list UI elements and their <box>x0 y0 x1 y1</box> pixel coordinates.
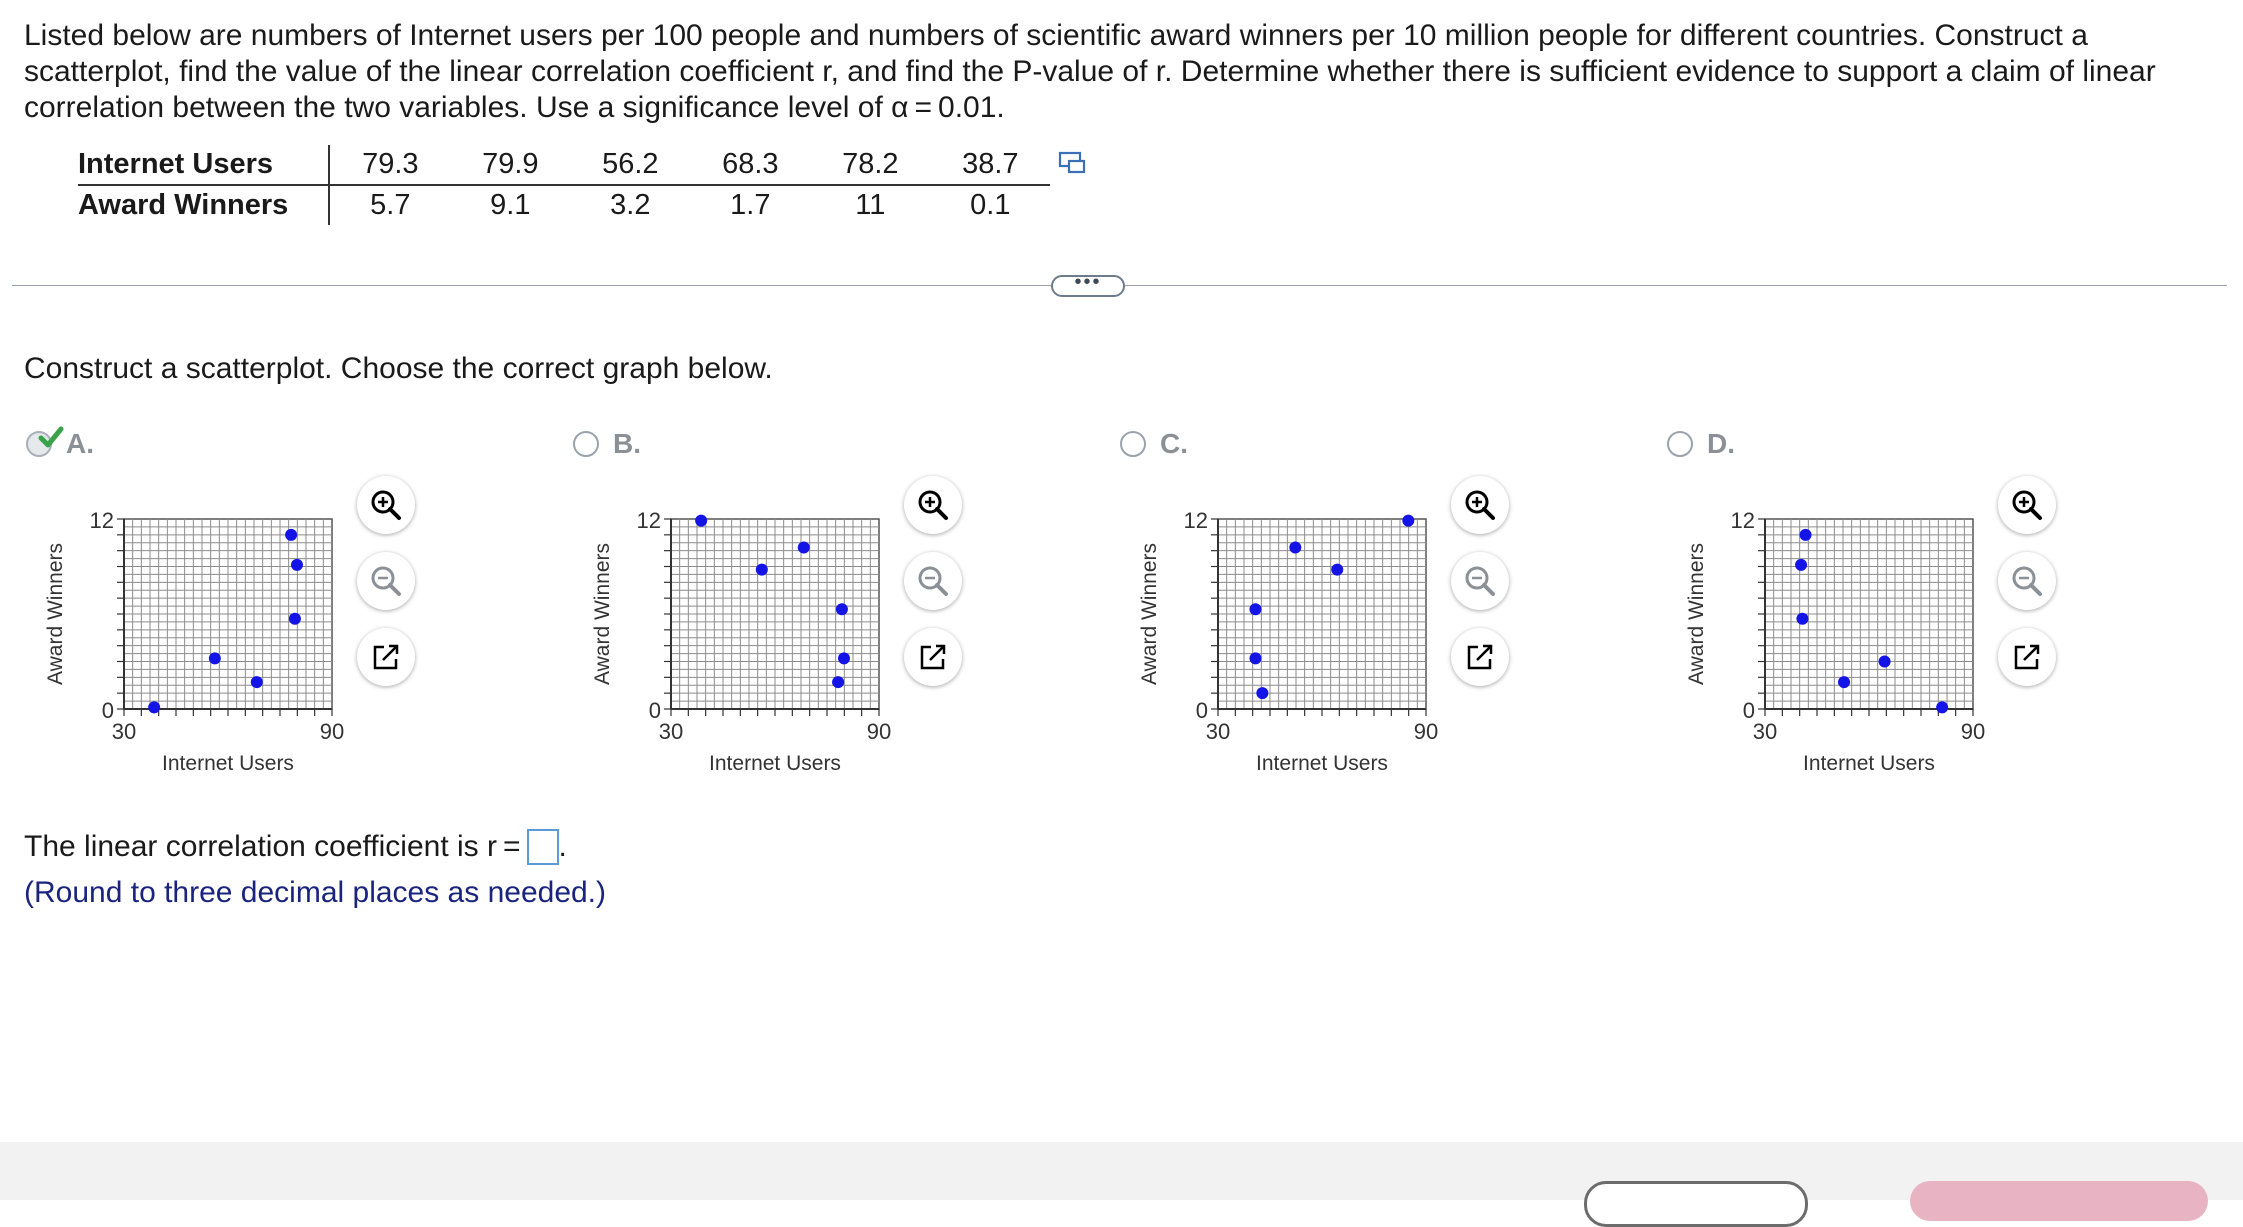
table-cell: 9.1 <box>490 189 531 221</box>
data-table <box>78 145 1050 225</box>
zoom-in-button[interactable] <box>357 476 415 534</box>
data-point <box>251 676 263 688</box>
data-point <box>289 613 301 625</box>
option-b[interactable] <box>573 424 1118 784</box>
more-options-button[interactable]: ••• <box>1051 275 1125 297</box>
table-cell: 3.2 <box>610 189 651 221</box>
zoom-in-icon <box>369 488 403 522</box>
data-point <box>695 515 707 527</box>
external-link-icon <box>917 641 949 673</box>
instruction-text: Construct a scatterplot. Choose the correct graph below. <box>24 352 773 385</box>
scatterplot-c <box>1120 494 1460 775</box>
open-graph-button[interactable] <box>1451 628 1509 686</box>
x-axis-label: Internet Users <box>1803 752 1935 775</box>
y-tick-label: 0 <box>101 698 114 723</box>
data-point <box>836 603 848 615</box>
x-tick-label: 30 <box>658 719 684 744</box>
data-point <box>285 529 297 541</box>
data-point <box>148 701 160 713</box>
table-row-internet-users <box>78 145 1050 185</box>
scatterplot-d <box>1667 494 2007 775</box>
external-link-icon <box>1464 641 1496 673</box>
table-row-label: Internet Users <box>78 145 329 185</box>
data-point <box>1936 701 1948 713</box>
option-b-radio[interactable] <box>573 431 599 457</box>
open-graph-button[interactable] <box>904 628 962 686</box>
zoom-out-icon <box>916 564 950 598</box>
data-point <box>756 564 768 576</box>
zoom-in-icon <box>1463 488 1497 522</box>
option-d-header <box>1667 424 1735 464</box>
data-point <box>1402 515 1414 527</box>
y-tick-label: 0 <box>648 698 661 723</box>
zoom-in-button[interactable] <box>904 476 962 534</box>
answer-line <box>24 829 567 865</box>
data-point <box>1249 603 1261 615</box>
zoom-in-icon <box>916 488 950 522</box>
table-cell: 79.9 <box>450 145 570 185</box>
data-point <box>1289 542 1301 554</box>
option-a-radio-wrap[interactable] <box>26 429 56 459</box>
data-point <box>1879 656 1891 668</box>
option-d[interactable] <box>1667 424 2212 784</box>
option-d-letter: D. <box>1707 428 1735 459</box>
option-a-header <box>26 424 94 464</box>
table-cell: 38.7 <box>930 145 1050 185</box>
data-point <box>291 559 303 571</box>
table-cell: 78.2 <box>810 145 930 185</box>
open-graph-button[interactable] <box>357 628 415 686</box>
option-d-radio-wrap[interactable] <box>1667 429 1697 459</box>
option-c[interactable] <box>1120 424 1665 784</box>
x-tick-label: 90 <box>1960 719 1986 744</box>
data-point <box>838 652 850 664</box>
open-graph-button[interactable] <box>1998 628 2056 686</box>
x-tick-label: 30 <box>111 719 137 744</box>
zoom-out-button[interactable] <box>904 552 962 610</box>
zoom-out-icon <box>1463 564 1497 598</box>
y-axis-label: Award Winners <box>591 543 614 685</box>
problem-statement: Listed below are numbers of Internet users per 100 people and numbers of scientific award winners per 10 million people for different countries. Construct a scatterplot, find the value of the linear correlation coefficient r, and find the P-value of r. Determine whether there is sufficient evidence to support a claim of linear correlation between the two variables. Use a significance level of α = 0.01. <box>24 19 2156 124</box>
option-b-radio-wrap[interactable] <box>573 429 603 459</box>
scatterplot-b <box>573 494 913 775</box>
option-a-letter: A. <box>66 428 94 459</box>
checkmark-icon <box>38 425 64 451</box>
table-row-award-winners <box>78 185 1050 225</box>
option-c-radio[interactable] <box>1120 431 1146 457</box>
data-point <box>798 542 810 554</box>
data-point <box>1796 613 1808 625</box>
zoom-in-icon <box>2010 488 2044 522</box>
answer-suffix: . <box>558 830 567 863</box>
data-point <box>1795 559 1807 571</box>
table-cell: 79.3 <box>329 145 450 185</box>
data-point <box>209 652 221 664</box>
scatterplot-a <box>26 494 366 775</box>
footer-bar <box>0 1142 2243 1200</box>
option-b-header <box>573 424 641 464</box>
data-point <box>1800 529 1812 541</box>
option-c-header <box>1120 424 1188 464</box>
table-cell: 68.3 <box>690 145 810 185</box>
correlation-answer-input[interactable] <box>527 829 559 865</box>
table-cell: 56.2 <box>570 145 690 185</box>
answer-label: The linear correlation coefficient is r = <box>24 830 521 863</box>
x-tick-label: 90 <box>319 719 345 744</box>
zoom-in-button[interactable] <box>1451 476 1509 534</box>
zoom-in-button[interactable] <box>1998 476 2056 534</box>
external-link-icon <box>2011 641 2043 673</box>
zoom-out-button[interactable] <box>1998 552 2056 610</box>
y-axis-label: Award Winners <box>1685 543 1708 685</box>
external-link-icon <box>370 641 402 673</box>
x-tick-label: 30 <box>1205 719 1231 744</box>
y-tick-label: 12 <box>1730 508 1755 533</box>
zoom-out-icon <box>2010 564 2044 598</box>
data-point <box>832 676 844 688</box>
table-cell: 11 <box>855 189 886 221</box>
y-tick-label: 12 <box>1183 508 1208 533</box>
zoom-out-button[interactable] <box>357 552 415 610</box>
x-axis-label: Internet Users <box>162 752 294 775</box>
zoom-out-button[interactable] <box>1451 552 1509 610</box>
y-tick-label: 0 <box>1742 698 1755 723</box>
data-point <box>1256 687 1268 699</box>
copy-data-icon[interactable] <box>1058 151 1088 177</box>
option-c-radio-wrap[interactable] <box>1120 429 1150 459</box>
x-tick-label: 90 <box>1413 719 1439 744</box>
footer-secondary-button[interactable] <box>1584 1181 1808 1227</box>
table-cell: 0.1 <box>970 189 1011 221</box>
option-d-radio[interactable] <box>1667 431 1693 457</box>
x-axis-label: Internet Users <box>709 752 841 775</box>
data-point <box>1331 564 1343 576</box>
footer-primary-button[interactable] <box>1910 1181 2208 1221</box>
y-tick-label: 12 <box>636 508 661 533</box>
x-tick-label: 30 <box>1752 719 1778 744</box>
y-axis-label: Award Winners <box>44 543 67 685</box>
option-a[interactable] <box>26 424 571 784</box>
option-b-letter: B. <box>613 428 641 459</box>
table-cell: 1.7 <box>730 189 771 221</box>
y-tick-label: 0 <box>1195 698 1208 723</box>
y-axis-label: Award Winners <box>1138 543 1161 685</box>
table-row-label: Award Winners <box>78 185 329 225</box>
zoom-out-icon <box>369 564 403 598</box>
x-axis-label: Internet Users <box>1256 752 1388 775</box>
data-point <box>1249 652 1261 664</box>
y-tick-label: 12 <box>89 508 114 533</box>
rounding-hint: (Round to three decimal places as needed.) <box>24 876 607 909</box>
data-point <box>1838 676 1850 688</box>
table-cell: 5.7 <box>370 189 411 221</box>
option-c-letter: C. <box>1160 428 1188 459</box>
x-tick-label: 90 <box>866 719 892 744</box>
